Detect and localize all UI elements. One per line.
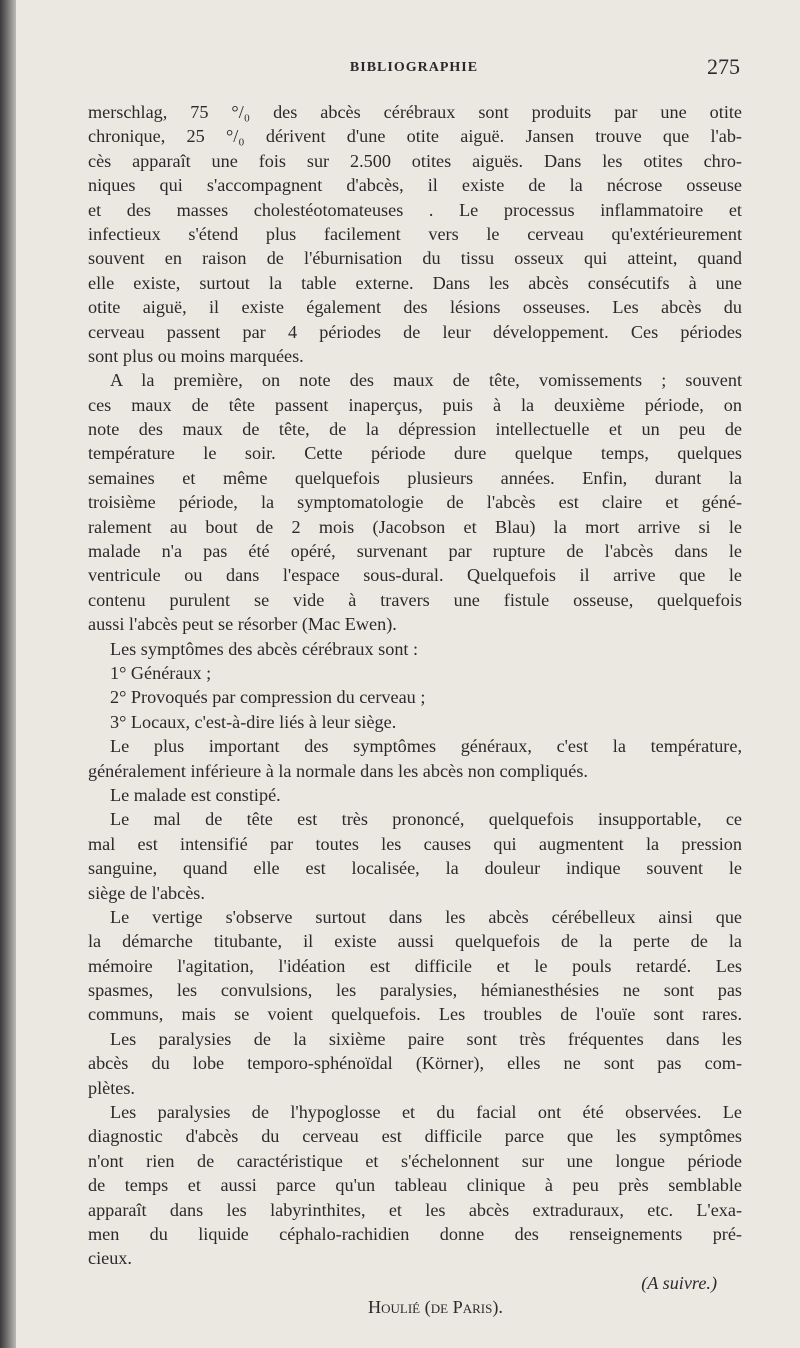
text-line: souvent en raison de l'éburnisation du tissu osseux qui atteint, quand — [88, 248, 742, 269]
paragraph — [88, 368, 742, 636]
text-line: chronique, 25 °/₀ dérivent d'une otite aiguë. Jansen trouve que l'ab- — [88, 126, 742, 147]
paragraph — [88, 734, 742, 783]
text-line: généralement inférieure à la normale dans les abcès non compliqués. — [88, 760, 588, 781]
text-line: cerveau passent par 4 périodes de leur développement. Ces périodes — [88, 321, 742, 342]
text-line: A la première, on note des maux de tête, vomissements ; souvent — [110, 370, 742, 391]
to-be-continued: (A suivre.) — [641, 1272, 717, 1293]
paragraph — [88, 1027, 742, 1100]
text-line: malade n'a pas été opéré, survenant par rupture de l'abcès dans le — [88, 541, 742, 562]
paragraph — [88, 905, 742, 1027]
text-line: note des maux de tête, de la dépression intellectuelle et un peu de — [88, 419, 742, 440]
text-line: semaines et même quelquefois plusieurs années. Enfin, durant la — [88, 467, 742, 488]
text-line: Les symptômes des abcès cérébraux sont : — [110, 638, 419, 659]
list-item: 2° Provoqués par compression du cerveau ; — [110, 687, 426, 708]
text-line: diagnostic d'abcès du cerveau est difficile parce que les symptômes — [88, 1126, 742, 1147]
paragraph — [88, 100, 742, 368]
text-line: apparaît dans les labyrinthites, et les abcès extraduraux, etc. L'exa- — [88, 1199, 742, 1220]
text-line: troisième période, la symptomatologie de l'abcès est claire et géné- — [88, 492, 742, 513]
list-item: 3° Locaux, c'est-à-dire liés à leur siège. — [110, 711, 397, 732]
text-line: mal est intensifié par toutes les causes qui augmentent la pression — [88, 833, 742, 854]
text-line: elle existe, surtout la table externe. Dans les abcès consécutifs à une — [88, 272, 742, 293]
text-line: spasmes, les convulsions, les paralysies, hémianesthésies ne sont pas — [88, 980, 742, 1001]
text-line: Le vertige s'observe surtout dans les abcès cérébelleux ainsi que — [110, 906, 742, 927]
text-line: sanguine, quand elle est localisée, la douleur indique souvent le — [88, 858, 742, 879]
text-line: cieux. — [88, 1248, 132, 1269]
text-line: ventricule ou dans l'espace sous-dural. Quelquefois il arrive que le — [88, 565, 742, 586]
text-line: ces maux de tête passent inaperçus, puis à la deuxième période, on — [88, 394, 742, 415]
text-line: siège de l'abcès. — [88, 882, 205, 903]
text-line: merschlag, 75 °/₀ des abcès cérébraux sont produits par une otite — [88, 102, 742, 122]
paragraph — [88, 807, 742, 905]
body-text — [88, 100, 742, 1320]
text-line: otite aiguë, il existe également des lésions osseuses. Les abcès du — [88, 297, 742, 318]
text-line: aussi l'abcès peut se résorber (Mac Ewen). — [88, 614, 397, 635]
text-line: Le plus important des symptômes généraux, c'est la température, — [110, 736, 742, 757]
text-line: sont plus ou moins marquées. — [88, 345, 304, 366]
page-header — [88, 56, 740, 88]
text-line: communs, mais se voient quelquefois. Les troubles de l'ouïe sont rares. — [88, 1004, 742, 1025]
paragraph — [88, 1100, 742, 1271]
page-number: 275 — [707, 54, 740, 79]
list-item: 1° Généraux ; — [110, 662, 212, 683]
text-line: de temps et aussi parce qu'un tableau clinique à peu près semblable — [88, 1175, 742, 1196]
text-line: abcès du lobe temporo-sphénoïdal (Körner), elles ne sont pas com- — [88, 1053, 742, 1074]
text-line: plètes. — [88, 1077, 135, 1098]
text-line: et des masses cholestéotomateuses . Le processus inflammatoire et — [88, 199, 742, 220]
text-line: Le mal de tête est très prononcé, quelquefois insupportable, ce — [110, 809, 742, 830]
text-line: Les paralysies de la sixième paire sont très fréquentes dans les — [110, 1028, 742, 1049]
text-line: Les paralysies de l'hypoglosse et du facial ont été observées. Le — [110, 1102, 742, 1123]
text-line: mémoire l'agitation, l'idéation est difficile et le pouls retardé. Les — [88, 955, 742, 976]
text-line: niques qui s'accompagnent d'abcès, il existe de la nécrose osseuse — [88, 175, 742, 196]
book-binding-edge — [0, 0, 16, 1348]
text-line: Le malade est constipé. — [110, 784, 281, 805]
text-line: infectieux s'étend plus facilement vers le cerveau qu'extérieurement — [88, 223, 742, 244]
running-title: BIBLIOGRAPHIE — [349, 60, 479, 75]
text-line: température le soir. Cette période dure quelque temps, quelques — [88, 443, 742, 464]
author-signature: Houlié (de Paris). — [368, 1297, 503, 1318]
text-line: men du liquide céphalo-rachidien donne des renseignements pré- — [88, 1223, 742, 1244]
text-line: cès apparaît une fois sur 2.500 otites aiguës. Dans les otites chro- — [88, 150, 742, 171]
text-line: contenu purulent se vide à travers une fistule osseuse, quelquefois — [88, 589, 742, 610]
text-line: ralement au bout de 2 mois (Jacobson et Blau) la mort arrive si le — [88, 516, 742, 537]
text-line: n'ont rien de caractéristique et s'échelonnent sur une longue période — [88, 1150, 742, 1171]
text-line: la démarche titubante, il existe aussi quelquefois de la perte de la — [88, 931, 742, 952]
